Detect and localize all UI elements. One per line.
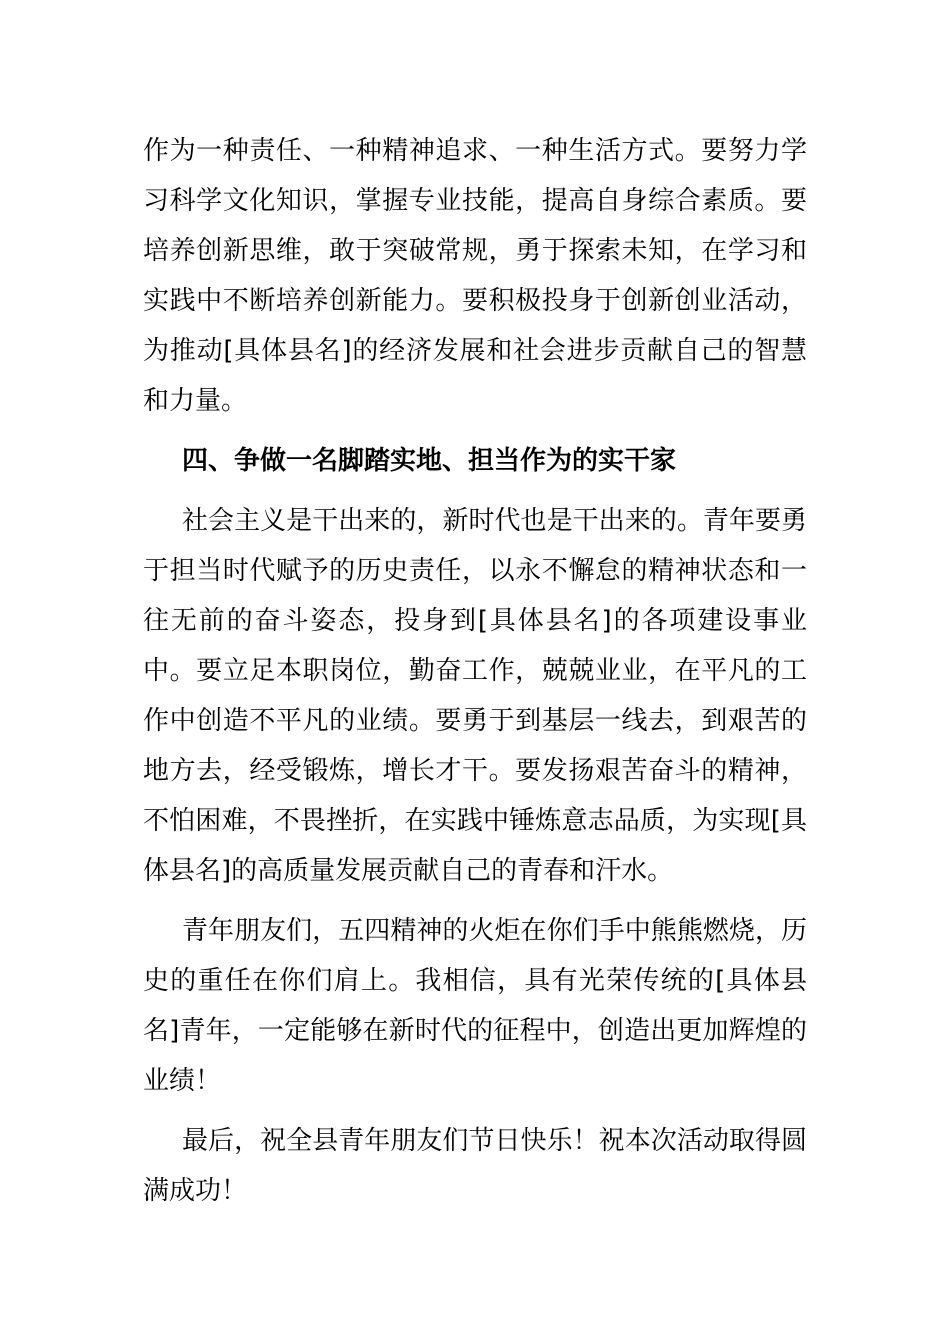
section-heading: 四、争做一名脚踏实地、担当作为的实干家 — [182, 446, 677, 476]
paragraph-body: 青年朋友们，五四精神的火炬在你们手中熊熊燃烧，历史的重任在你们肩上。我相信，具有光荣传统的[具体县名]青年，一定能够在新时代的征程中，创造出更加辉煌的业绩！ — [143, 916, 807, 1096]
paragraph-body: 社会主义是干出来的，新时代也是干出来的。青年要勇于担当时代赋予的历史责任，以永不懈怠的精神状态和一往无前的奋斗姿态，投身到[具体县名]的各项建设事业中。要立足本职岗位，勤奋工作，兢兢业业，在平凡的工作中创造不平凡的业绩。要勇于到基层一线去，到艰苦的地方去，经受锻炼，增长才干。要发扬艰苦奋斗的精神，不怕困难，不畏挫折，在实践中锤炼意志品质，为实现[具体县名]的高质量发展贡献自己的青春和汗水。 — [143, 506, 807, 886]
document-body — [143, 126, 807, 1226]
paragraph-continuation: 作为一种责任、一种精神追求、一种生活方式。要努力学习科学文化知识，掌握专业技能，提高自身综合素质。要培养创新思维，敢于突破常规，勇于探索未知，在学习和实践中不断培养创新能力。要积极投身于创新创业活动，为推动[具体县名]的经济发展和社会进步贡献自己的智慧和力量。 — [143, 136, 807, 416]
paragraph-closing: 最后，祝全县青年朋友们节日快乐！祝本次活动取得圆满成功！ — [143, 1126, 807, 1206]
